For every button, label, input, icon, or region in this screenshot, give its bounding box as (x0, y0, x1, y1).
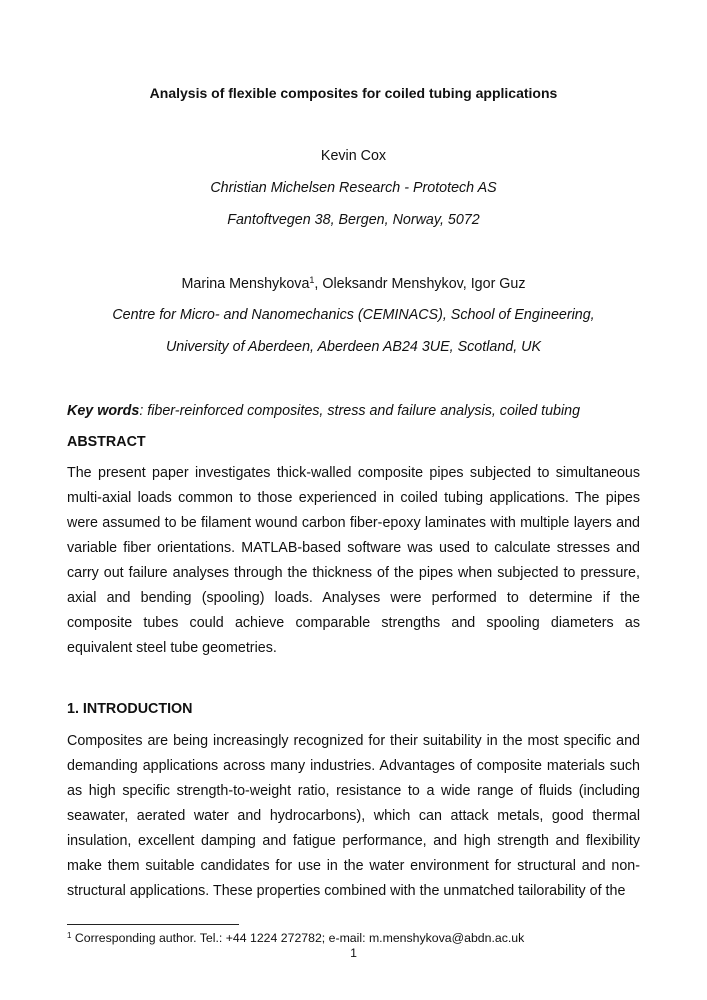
author-menshykova: Marina Menshykova (181, 276, 310, 292)
footnote-number: 1 (67, 931, 72, 940)
footnote (67, 931, 524, 945)
keywords (67, 403, 580, 419)
author-kevin-cox: Kevin Cox (320, 148, 387, 164)
affiliation-2-line-1: Centre for Micro- and Nanomechanics (CEMINACS), School of Engineering, (112, 307, 595, 323)
author-list-2 (0, 275, 707, 292)
address-1: Fantoftvegen 38, Bergen, Norway, 5072 (227, 212, 480, 228)
page-number: 1 (350, 946, 357, 960)
introduction-text: Composites are being increasingly recognized for their suitability in the most specific and demanding applications across many industries. Advantages of composite materials such as high specific strength-to-weight ratio, resistance to a wide range of fluids (including seawater, aerated water and hydrocarbons), which can attack metals, good thermal insulation, excellent damping and fatigue performance, and high strength and flexibility make them suitable candidates for use in the water environment for structural and non-structural applications. These properties combined with the unmatched tailorability of the (67, 733, 640, 899)
abstract-text: The present paper investigates thick-walled composite pipes subjected to simultaneous multi-axial loads common to those experienced in coiled tubing applications. The pipes were assumed to be filament wound carbon fiber-epoxy laminates with multiple layers and variable fiber orientations. MATLAB-based software was used to calculate stresses and carry out failure analyses through the thickness of the pipes when subjected to pressure, axial and bending (spooling) loads. Analyses were performed to determine if the composite tubes could achieve comparable strengths and spooling diameters as equivalent steel tube geometries. (67, 465, 640, 656)
footnote-text: Corresponding author. Tel.: +44 1224 272782; e-mail: m.menshykova@abdn.ac.uk (71, 931, 525, 945)
keywords-label: Key words (67, 403, 140, 419)
authors-rest: , Oleksandr Menshykov, Igor Guz (314, 276, 526, 292)
abstract-body (67, 461, 640, 661)
introduction-body (67, 729, 640, 904)
footnote-mark[interactable]: 1 (309, 275, 315, 285)
footnote-divider (67, 924, 239, 925)
affiliation-2-line-2: University of Aberdeen, Aberdeen AB24 3UE, Scotland, UK (165, 339, 542, 355)
affiliation-1: Christian Michelsen Research - Prototech AS (210, 180, 497, 196)
abstract-heading: ABSTRACT (67, 434, 146, 450)
keywords-text: : fiber-reinforced composites, stress and failure analysis, coiled tubing (139, 403, 581, 419)
introduction-heading: 1. INTRODUCTION (67, 701, 193, 717)
paper-title: Analysis of flexible composites for coiled tubing applications (149, 85, 558, 101)
